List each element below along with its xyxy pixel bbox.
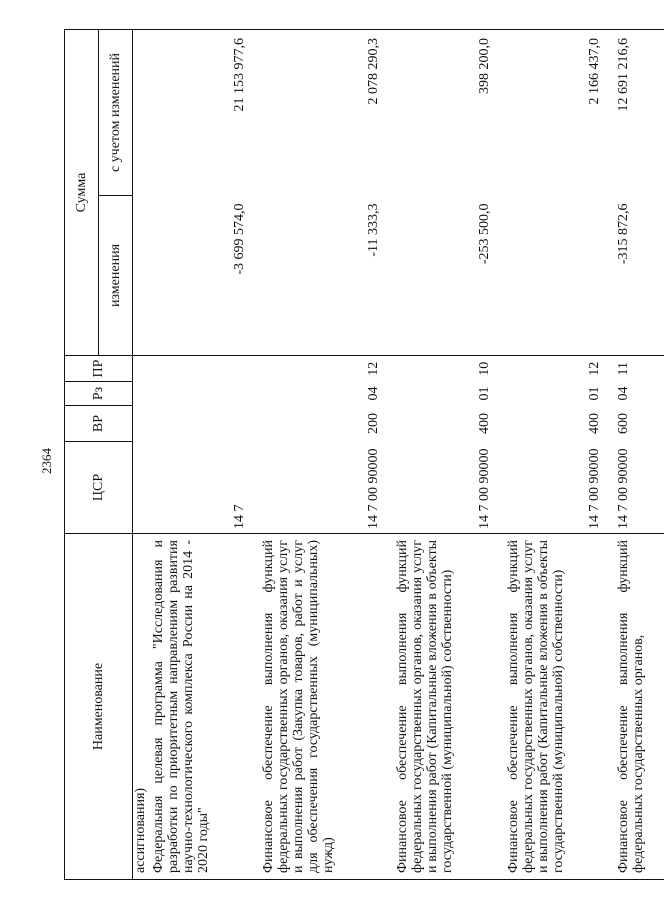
header-vr: ВР <box>65 406 133 442</box>
row-rz <box>133 382 151 406</box>
table-row <box>261 30 381 880</box>
table-row <box>395 30 491 880</box>
header-sum: Сумма <box>65 30 99 356</box>
table-row <box>151 30 247 880</box>
budget-table <box>64 29 664 880</box>
row-csr <box>133 442 151 534</box>
row-pr: 10 <box>476 361 492 376</box>
row-total <box>133 30 151 196</box>
row-rz <box>151 382 247 406</box>
row-change: -315 872,6 <box>616 196 664 356</box>
row-name: Федеральная целевая программа "Исследования и разработки по приоритетным направлениям развития научно-технологического комплекса России на 2014 - 2020 годы" <box>151 534 247 880</box>
row-vr <box>133 406 151 442</box>
header-name: Наименование <box>65 534 133 880</box>
row-name: Финансовое обеспечение выполнения функций федеральных государственных органов, оказания услуг и выполнения работ (Капитальные вложения в объекты государственной (муниципальной) собственности) <box>395 534 491 880</box>
row-change: -253 500,0 <box>395 196 491 356</box>
row-vr: 400 <box>586 413 602 434</box>
row-change: -11 333,3 <box>261 196 381 356</box>
row-name: ассигнования) <box>133 534 151 880</box>
table-row <box>616 30 664 880</box>
row-vr: 600 <box>615 413 631 434</box>
header-pr: ПР <box>65 356 133 382</box>
row-pr: 11 <box>615 362 631 376</box>
row-rz: 04 <box>615 386 631 401</box>
row-vr <box>151 406 247 442</box>
row-total: 398 200,0 <box>395 30 491 196</box>
row-name: Финансовое обеспечение выполнения функций федеральных государственных органов, оказания услуг и выполнения работ (Закупка товаров, работ и услуг для обеспечения государственных (муниципальных) нужд) <box>261 534 381 880</box>
row-change <box>506 196 602 356</box>
row-pr: 12 <box>586 361 602 376</box>
row-rz: 01 <box>586 386 602 401</box>
table-row <box>133 30 151 880</box>
row-total: 12 691 216,6 <box>616 30 664 196</box>
page-number: 2364 <box>39 448 54 474</box>
row-csr: 14 7 <box>231 504 247 529</box>
header-csr: ЦСР <box>65 442 133 534</box>
row-change: -3 699 574,0 <box>151 196 247 356</box>
row-rz: 04 <box>366 386 382 401</box>
row-csr: 14 7 00 90000 <box>615 448 631 529</box>
row-pr <box>151 356 247 382</box>
row-vr: 200 <box>366 413 382 434</box>
row-pr <box>133 356 151 382</box>
table-row <box>506 30 602 880</box>
row-csr: 14 7 00 90000 <box>586 448 602 529</box>
row-name: Финансовое обеспечение выполнения функций федеральных государственных органов, <box>616 534 664 880</box>
row-name: Финансовое обеспечение выполнения функций федеральных государственных органов, оказания услуг и выполнения работ (Капитальные вложения в объекты государственной (муниципальной) собственности) <box>506 534 602 880</box>
row-total: 2 078 290,3 <box>261 30 381 196</box>
row-vr: 400 <box>476 413 492 434</box>
row-pr: 12 <box>366 361 382 376</box>
row-csr: 14 7 00 90000 <box>476 448 492 529</box>
row-total: 21 153 977,6 <box>151 30 247 196</box>
header-changes: изменения <box>99 196 133 356</box>
row-csr: 14 7 00 90000 <box>366 448 382 529</box>
row-total: 2 166 437,0 <box>506 30 602 196</box>
row-change <box>133 196 151 356</box>
rotated-page <box>64 30 664 880</box>
header-rz: Рз <box>65 382 133 406</box>
header-with-changes: с учетом изменений <box>99 30 133 196</box>
row-rz: 01 <box>476 386 492 401</box>
